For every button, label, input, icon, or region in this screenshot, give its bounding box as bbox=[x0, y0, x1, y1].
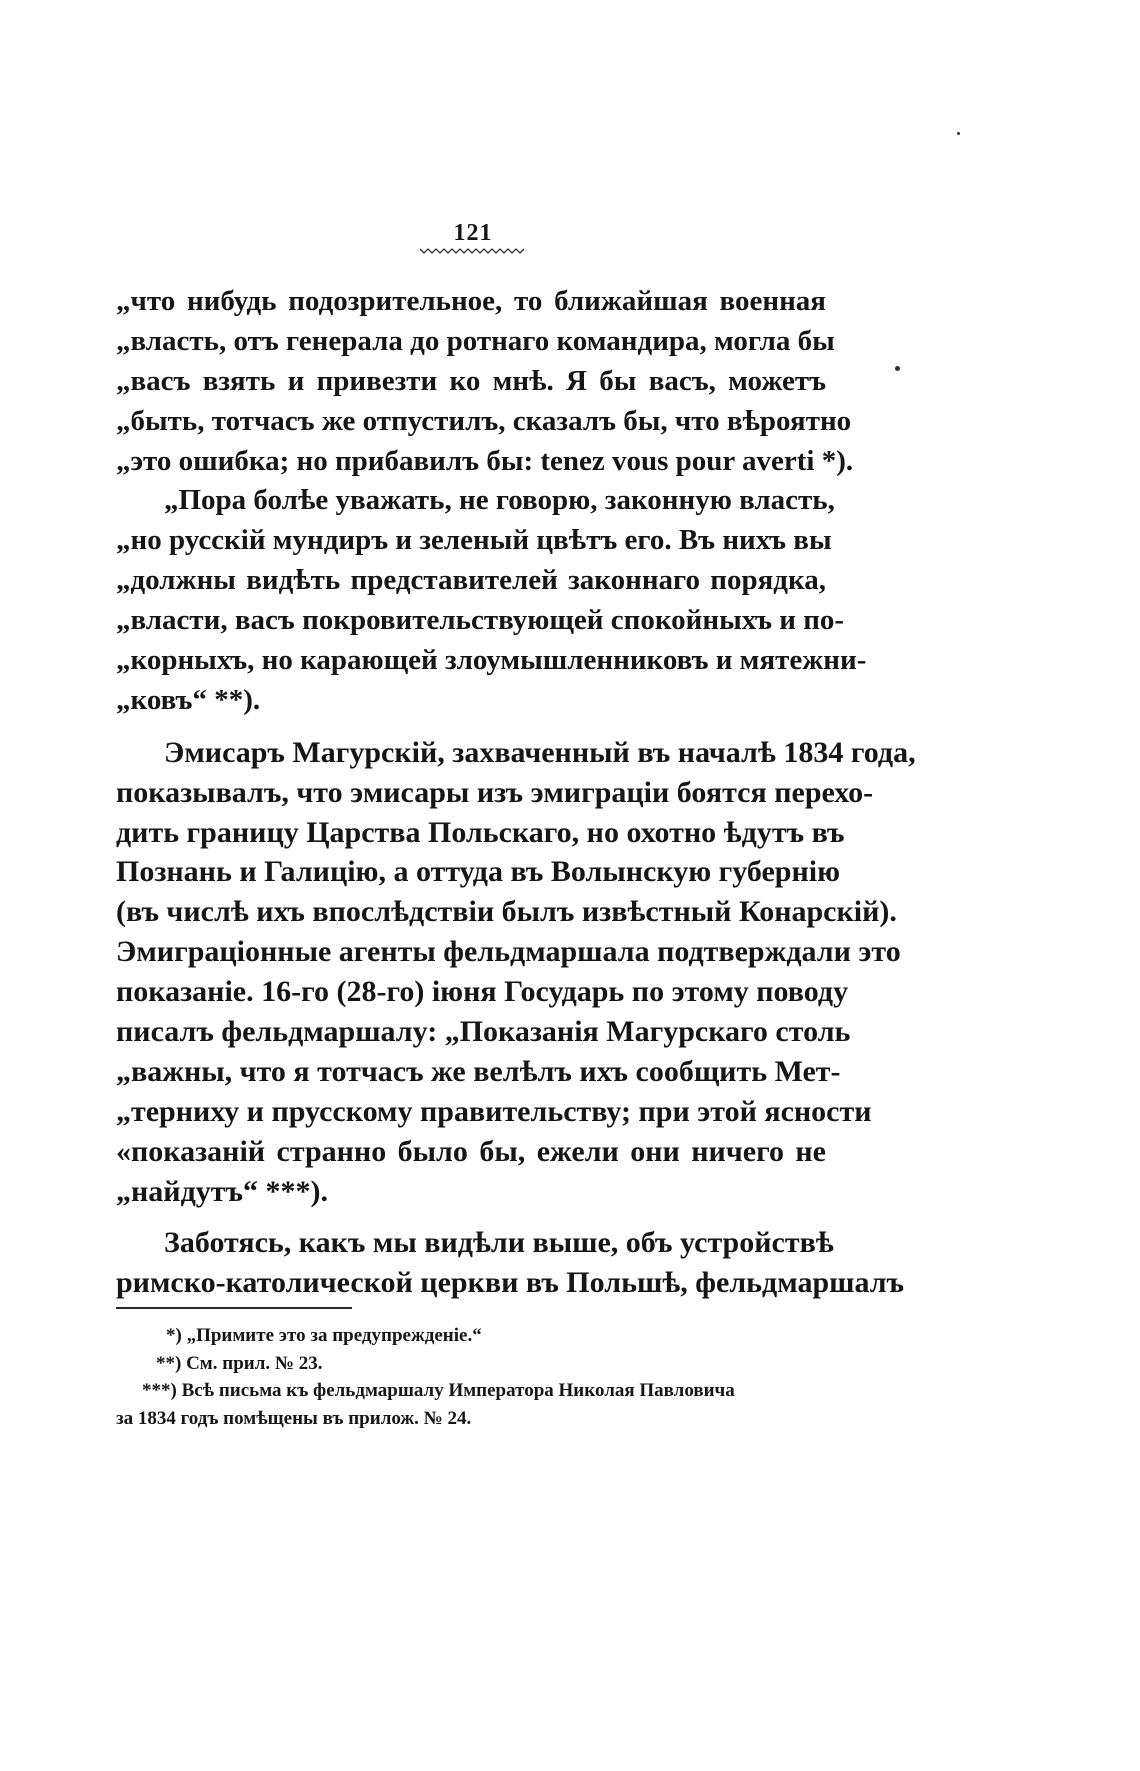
body-line: „власти, васъ покровительствующей спокойныхъ и по- bbox=[116, 604, 845, 637]
paragraph bbox=[116, 733, 916, 1303]
body-line: Заботясь, какъ мы видѣли выше, объ устройствѣ bbox=[164, 1226, 834, 1260]
body-line: дить границу Царства Польскаго, но охотно ѣдутъ въ bbox=[116, 815, 845, 849]
body-line: (въ числѣ ихъ впослѣдствіи былъ извѣстный Конарскій). bbox=[116, 895, 897, 929]
body-line: показаніе. 16-го (28-го) іюня Государь по этому поводу bbox=[116, 975, 849, 1009]
scan-speck bbox=[895, 366, 900, 371]
body-line: показывалъ, что эмисары изъ эмиграціи боятся перехо- bbox=[116, 775, 874, 809]
body-line: „быть, тотчасъ же отпустилъ, сказалъ бы, что вѣроятно bbox=[116, 404, 852, 437]
body-text bbox=[116, 282, 916, 1303]
scan-speck bbox=[957, 132, 960, 135]
page-number: 121 bbox=[453, 220, 493, 246]
body-line: „это ошибка; но прибавилъ бы: tenez vous pour averti *). bbox=[116, 444, 854, 477]
footnote: за 1834 годъ помѣщены въ прилож. № 24. bbox=[116, 1407, 472, 1429]
body-line: „важны, что я тотчасъ же велѣлъ ихъ сообщить Мет- bbox=[116, 1054, 841, 1088]
body-line: Эмиграціонные агенты фельдмаршала подтверждали это bbox=[116, 935, 901, 969]
body-line: „но русскій мундиръ и зеленый цвѣтъ его. Въ нихъ вы bbox=[116, 524, 832, 557]
footnote: *) „Примите это за предупрежденіе.“ bbox=[166, 1325, 482, 1346]
footnote-divider bbox=[116, 1307, 352, 1309]
body-line: римско-католической церкви въ Польшѣ, фельдмаршалъ bbox=[116, 1266, 905, 1300]
body-line: «показаній странно было бы, ежели они ничего не bbox=[116, 1134, 826, 1168]
body-line: „васъ взять и привезти ко мнѣ. Я бы васъ, можетъ bbox=[116, 364, 826, 397]
footnote: **) См. прил. № 23. bbox=[156, 1352, 323, 1374]
body-line: „найдутъ“ ***). bbox=[116, 1174, 328, 1208]
body-line: „Пора болѣе уважать, не говорю, законную власть, bbox=[164, 484, 835, 517]
body-line: „корныхъ, но карающей злоумышленниковъ и мятежни- bbox=[116, 644, 867, 677]
body-line: „терниху и прусскому правительству; при этой ясности bbox=[116, 1094, 872, 1128]
body-line: „должны видѣть представителей законнаго порядка, bbox=[116, 564, 826, 597]
page-number-ornament bbox=[420, 247, 524, 255]
body-line: „что нибудь подозрительное, то ближайшая военная bbox=[116, 285, 826, 317]
body-line: писалъ фельдмаршалу: „Показанія Магурскаго столь bbox=[116, 1015, 851, 1049]
footnote: ***) Всѣ письма къ фельдмаршалу Императора Николая Павловича bbox=[142, 1380, 735, 1401]
body-line: „власть, отъ генерала до ротнаго командира, могла бы bbox=[116, 324, 835, 357]
body-line: Познань и Галицію, а оттуда въ Волынскую губернію bbox=[116, 855, 841, 889]
footnotes bbox=[116, 1322, 826, 1432]
body-line: Эмисаръ Магурскій, захваченный въ началѣ 1834 года, bbox=[164, 735, 916, 769]
body-line: „ковъ“ **). bbox=[116, 683, 261, 716]
